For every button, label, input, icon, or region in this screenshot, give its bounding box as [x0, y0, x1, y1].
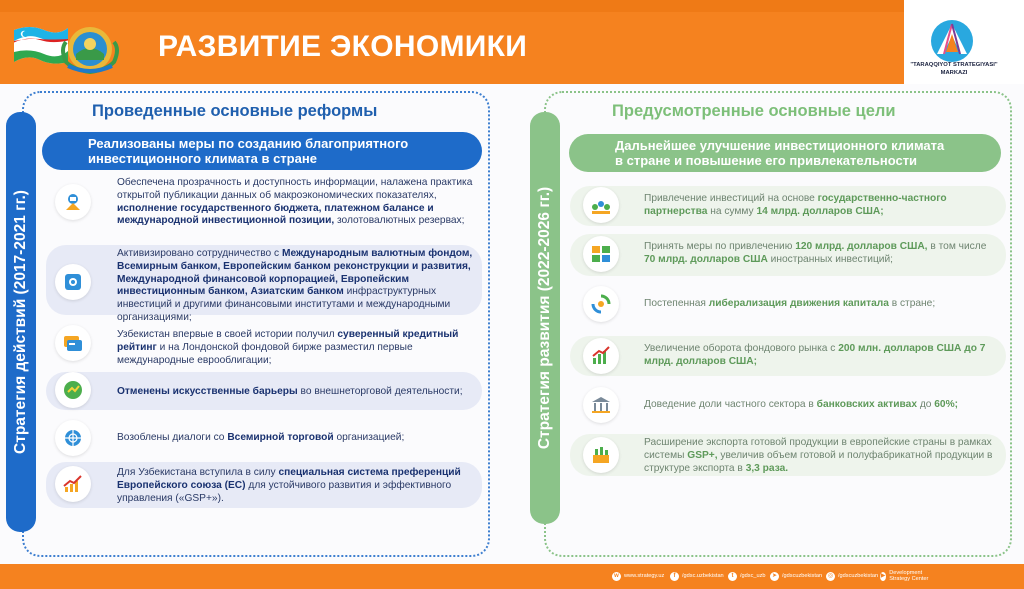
footer-link-web[interactable]: w www.strategy.uz [612, 570, 664, 582]
investment-measures-icon [589, 242, 613, 266]
footer-link-twitter[interactable]: t /gdsc_uzb [728, 570, 766, 582]
globe-dialogue-icon [61, 426, 85, 450]
left-item-text: Для Узбекистана вступила в силу специальная система преференций Европейского союза (ЕС) для устойчивого развития и эффективного управления («GSP+»). [117, 467, 461, 504]
right-item-text: Привлечение инвестиций на основе государственно-частного партнерства на сумму 14 млрд. долларов США; [644, 193, 947, 217]
left-vertical-tab [6, 112, 36, 532]
bank-assets-icon [589, 393, 613, 417]
right-item-text: Увеличение оборота фондового рынка с 200 млн. долларов США до 7 млрд. долларов США; [644, 343, 986, 367]
right-item-icon-wrap [583, 286, 619, 322]
youtube-icon: ▶ [880, 572, 886, 579]
right-item-icon-wrap [583, 187, 619, 223]
left-item-icon-wrap [55, 372, 91, 408]
right-item-text: Постепенная либерализация движения капитала в стране; [644, 298, 936, 309]
right-item-text: Доведение доли частного сектора в банковских активах до 60%; [644, 399, 959, 410]
left-headline [42, 132, 482, 170]
state-emblem-icon [54, 22, 126, 76]
footer-link-telegram[interactable]: ➤ /gdscuzbekistan [771, 572, 823, 579]
right-item-icon-wrap [583, 338, 619, 374]
stock-market-icon [589, 344, 613, 368]
left-item-text: Активизировано сотрудничество с Международным валютным фондом, Всемирным банком, Европейским банком реконструкции и развития, Международной финансовой корпорацией, Европейским инвестиционным банком, Азиатским банком инфраструктурных инвестиций и другими финансовыми институтами и международными организациями; [117, 248, 473, 323]
telegram-icon: ➤ [771, 572, 778, 579]
left-item-icon-wrap [55, 325, 91, 361]
transparency-icon [61, 190, 85, 214]
left-item-icon-wrap [55, 420, 91, 456]
investment-attraction-icon [589, 193, 613, 217]
strategy-center-logo-icon [929, 18, 975, 64]
right-vertical-tab [530, 112, 560, 524]
capital-flow-icon [589, 292, 613, 316]
logo-caption [904, 62, 1004, 77]
logo-caption-line2: MARKAZI [940, 69, 968, 76]
right-item-text: Принять меры по привлечению 120 млрд. долларов США, в том числе 70 млрд. долларов США иностранных инвестиций; [644, 241, 987, 265]
left-headline-line2: инвестиционного климата в стране [88, 151, 317, 166]
right-vertical-label: Стратегия развития (2022-2026 гг.) [536, 186, 553, 450]
right-item-icon-wrap [583, 437, 619, 473]
export-icon [589, 443, 613, 467]
header-strip [0, 0, 1024, 12]
footer-link-instagram[interactable]: ◎ /gdscuzbekistan [827, 572, 879, 579]
right-headline-line2: в стране и повышение его привлекательности [615, 153, 918, 168]
facebook-icon: f [670, 572, 679, 581]
left-item-icon-wrap [55, 184, 91, 220]
left-vertical-label: Стратегия действий (2017-2021 гг.) [12, 190, 29, 454]
left-headline-line1: Реализованы меры по созданию благоприятного [88, 136, 409, 151]
right-item-icon-wrap [583, 387, 619, 423]
left-item-text: Узбекистан впервые в своей истории получил суверенный кредитный рейтинг и на Лондонской фондовой бирже разместил первые международные еврооблигации; [117, 329, 459, 366]
right-headline-line1: Дальнейшее улучшение инвестиционного климата [615, 138, 945, 153]
trade-barriers-icon [61, 378, 85, 402]
footer-link-youtube[interactable]: ▶ Development Strategy Center [880, 570, 929, 582]
growth-chart-icon [61, 472, 85, 496]
right-headline [569, 134, 1001, 172]
right-section-title: Предусмотренные основные цели [604, 102, 904, 121]
twitter-icon: t [728, 572, 737, 581]
page-title: РАЗВИТИЕ ЭКОНОМИКИ [158, 30, 528, 63]
left-section-title: Проведенные основные реформы [84, 102, 385, 121]
credit-rating-icon [61, 331, 85, 355]
left-item-icon-wrap [55, 466, 91, 502]
web-icon: w [612, 572, 621, 581]
footer-link-facebook[interactable]: f /gdsc.uzbekistan [670, 570, 724, 582]
left-item-text: Отменены искусственные барьеры во внешнеторговой деятельности; [117, 386, 463, 397]
left-item-text: Возоблены диалоги со Всемирной торговой организацией; [117, 432, 405, 443]
instagram-icon: ◎ [827, 572, 834, 579]
right-item-text: Расширение экспорта готовой продукции в европейские страны в рамках системы GSP+, увеличив объем готовой и полуфабрикатной продукции в структуре экспорта в 3,3 раза. [644, 437, 993, 474]
left-item-text: Обеспечена прозрачность и доступность информации, налажена практика открытой публикации данных об макроэкономических показателях, исполнение государственного бюджета, платежном балансе и международной инвестиционной позиции, золотовалютных резервах; [117, 177, 473, 227]
right-item-icon-wrap [583, 236, 619, 272]
cooperation-icon [61, 270, 85, 294]
left-item-icon-wrap [55, 264, 91, 300]
logo-caption-line1: "TARAQQIYOT STRATEGIYASI" [910, 62, 998, 68]
